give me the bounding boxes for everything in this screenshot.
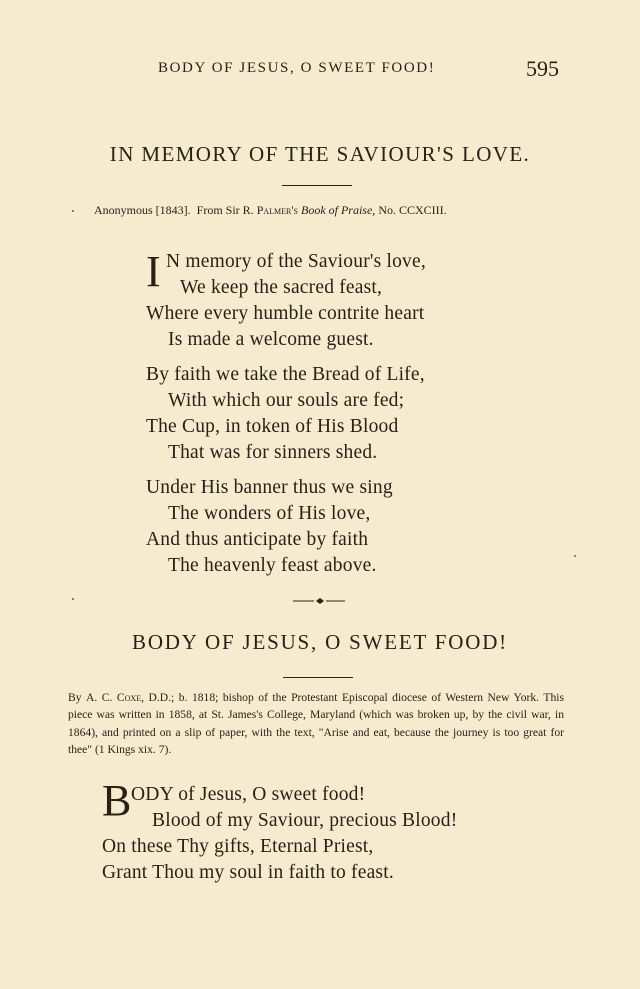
verse-line: We keep the sacred feast, [180, 277, 383, 298]
page-number: 595 [526, 56, 559, 81]
verse-line: On these Thy gifts, Eternal Priest, [102, 836, 374, 857]
dropcap-1: I [146, 247, 161, 296]
attribution-from: From Sir R. [196, 203, 254, 217]
verse-line: The wonders of His love, [168, 503, 371, 524]
verse-line: Blood of my Saviour, precious Blood! [152, 810, 458, 831]
paper-speck [72, 598, 74, 600]
attribution-number: No. CCXCIII. [378, 203, 447, 217]
verse-line: N memory of the Saviour's love, [166, 251, 426, 272]
verse-line: ODY of Jesus, O sweet food! [131, 784, 366, 805]
verse-line: Where every humble contrite heart [146, 303, 425, 324]
verse-line: By faith we take the Bread of Life, [146, 364, 425, 385]
running-title: BODY OF JESUS, O SWEET FOOD! [158, 60, 436, 76]
verse-line: The heavenly feast above. [168, 555, 377, 576]
verse-line: Under His banner thus we sing [146, 477, 393, 498]
attribution-author: Anonymous [1843]. [94, 203, 191, 217]
verse-line: That was for sinners shed. [168, 442, 378, 463]
note-text: D.D.; b. 1818; bishop of the Protestant Episcopal diocese of Western New York. This piece was written in 1858, at St. James's College, Maryland (which was broken up, by the civil war, in 1864), and printed on a slip of paper, with the text, "Arise and eat, because the journey is too great for thee" (1 Kings xix. 7). [68, 691, 564, 757]
note-by: By [68, 691, 82, 704]
verse-line: With which our souls are fed; [168, 390, 405, 411]
verse-line: And thus anticipate by faith [146, 529, 369, 550]
paper-speck [574, 555, 576, 557]
section-ornament-icon [290, 595, 350, 607]
attribution-1 [94, 203, 447, 218]
verse-line: The Cup, in token of His Blood [146, 416, 399, 437]
running-head [0, 56, 640, 86]
hymn-title-1: IN MEMORY OF THE SAVIOUR'S LOVE. [109, 142, 531, 166]
title-rule-1 [282, 185, 352, 186]
attribution-book: Book of Praise, [300, 203, 376, 217]
title-rule-2 [283, 677, 353, 678]
hymn-title-2: BODY OF JESUS, O SWEET FOOD! [132, 630, 508, 654]
verse-line: Is made a welcome guest. [168, 329, 374, 350]
attribution-name: Palmer's [256, 203, 298, 217]
dropcap-2: B [102, 776, 132, 825]
paper-speck [72, 210, 74, 212]
note-author: A. C. Coxe, [86, 691, 144, 704]
verse-line: Grant Thou my soul in faith to feast. [102, 862, 394, 883]
author-note [68, 689, 564, 759]
